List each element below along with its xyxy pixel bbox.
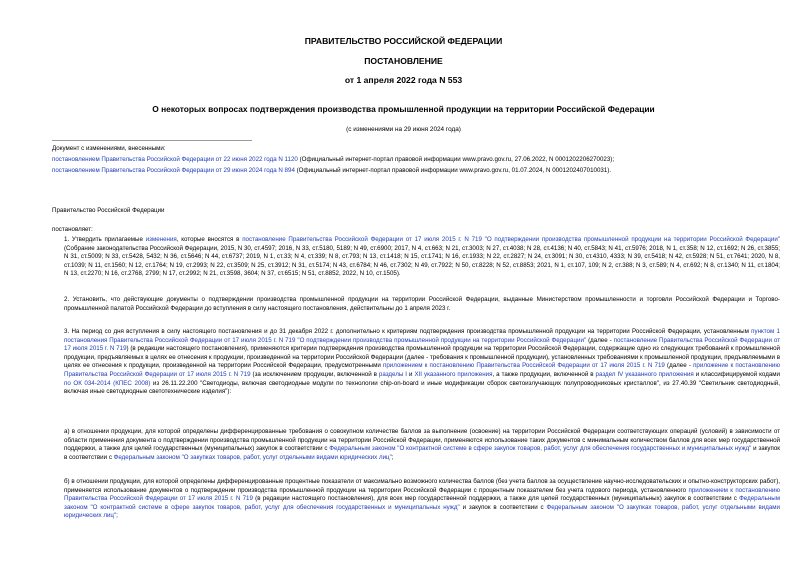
contract-system-law-link[interactable]: Федеральным законом "О контрактной системе в сфере закупок товаров, работ, услуг для обеспечения государственных и муниципальных нужд" [329, 445, 752, 453]
revision-note: (с изменениями на 29 июня 2024 года) [346, 126, 461, 133]
decree-719-annex-link[interactable]: приложение к постановлению Правительства Российской Федерации от 17 июля 2015 г. N 719 [64, 362, 781, 378]
subclause-b: б) в отношении продукции, для которой определены дифференцированные процентные показатели от максимально возможного количества баллов (без учета баллов за осуществление научно-исследовательских и опытно-конструкторских работ), применяется использование документов о подтверждении производства промышленной продукции на территории Российской Федерации с процентным показателем без учета годового периода, установленного приложением к постановлению Правительства Российской Федерации от 17 июля 2015 г. N 719 (в редакции настоящего постановления), для всех мер государственной поддержки, а также для целей государственных (муниципальных) закупок в соответствии с Федеральным законом "О контрактной системе в сфере закупок товаров, работ, услуг для обеспечения государственных и муниципальных нужд" и закупок в соответствии с Федеральным законом "О закупках товаров, работ, услуг отдельными видами юридических лиц"; [64, 478, 780, 520]
document-type: ПОСТАНОВЛЕНИЕ [364, 56, 443, 66]
changes-link[interactable]: изменения [145, 236, 177, 243]
amendments-label: Документ с изменениями, внесенными: [52, 145, 166, 152]
decree-719-link[interactable]: постановление Правительства Российской Федерации от 17 июля 2015 г. N 719 "О подтверждении производства промышленной продукции на территории Российской Федерации" [242, 236, 780, 243]
divider [52, 140, 252, 141]
decree-719-link[interactable]: постановление Правительства Российской Федерации от 17 июля 2015 г. N 719 [64, 336, 780, 353]
clause-3: 3. На период со дня вступления в силу настоящего постановления и до 31 декабря 2022 г. дополнительно к критериям подтверждения производства промышленной продукции на территории Российской Федерации, установленным пунктом 1 постановления Правительства Российской Федерации от 17 июля 2015 г. N 719 "О подтверждении производства промышленной продукции на территории Российской Федерации" (далее - постановление Правительства Российской Федерации от 17 июля 2015 г. N 719) (в редакции настоящего постановления), применяются критерии подтверждения производства промышленной продукции на территории Российской Федерации, содержащие одно из следующих требований к промышленной продукции, предъявляемых в целях ее отнесения к продукции, произведенной на территории Российской Федерации (далее - требования к промышленной продукции), установленных требованиями к промышленной продукции, предъявляемыми в целях ее отнесения к продукции, произведенной на территории Российской Федерации, предусмотренными приложением к постановлению Правительства Российской Федерации от 17 июля 2015 г. N 719 (далее - приложение к постановлению Правительства Российской Федерации от 17 июля 2015 г. N 719 (за исключением продукции, включенной в разделы I и XII указанного приложения, а также продукции, включенной в раздел IV указанного приложения и классифицируемой кодами по ОК 034-2014 (КПЕС 2008) из 26.11.22.200 "Светодиоды, включая светодиодные модули по технологии chip-on-board и иные модификации сборок светоизлучающих полупроводниковых кристаллов", из 27.40.39 "Светильник светодиодный, включая иные светодиодные светотехнические изделия"): [64, 328, 781, 396]
amendment-source: (Официальный интернет-портал правовой информации www.pravo.gov.ru, 01.07.2024, N 0001202407010031). [294, 167, 612, 174]
okpd-classifier-link[interactable]: по ОК 034-2014 (КПЕС 2008) [64, 379, 151, 387]
document-title: О некоторых вопросах подтверждения производства промышленной продукции на территории Российской Федерации [152, 104, 655, 114]
amendment-link[interactable]: постановлением Правительства Российской Федерации от 22 июня 2022 года N 1120 [52, 156, 298, 163]
decree-719-item1-link[interactable]: пунктом 1 постановления Правительства Российской Федерации от 17 июля 2015 г. N 719 "О подтверждении производства промышленной продукции на территории Российской Федерации" [64, 328, 780, 344]
amendment-link[interactable]: постановлением Правительства Российской Федерации от 29 июня 2024 года N 894 [52, 167, 295, 174]
subclause-a: а) в отношении продукции, для которой определены дифференцированные требования о совокупном количестве баллов за выполнение (освоение) на территории Российской Федерации соответствующих операций (условий) в зависимости от области применения документа о подтверждении производства промышленной продукции на территории Российской Федерации, применяются использование таких документов с минимальным количеством баллов для всех мер государственной поддержки, а также для целей государственных (муниципальных) закупок в соответствии с Федеральным законом "О контрактной системе в сфере закупок товаров, работ, услуг для обеспечения государственных и муниципальных нужд" и закупок в соответствии с Федеральным законом "О закупках товаров, работ, услуг отдельными видами юридических лиц"; [64, 428, 780, 461]
procurement-law-link[interactable]: Федеральным законом "О закупках товаров, работ, услуг отдельными видами юридических лиц" [113, 453, 392, 461]
section-xii-link[interactable]: XII указанного приложения [414, 370, 493, 378]
decree-719-annex-link[interactable]: приложением к постановлению Правительства Российской Федерации от 17 июля 2015 г. N 719 [64, 486, 780, 503]
government-line: Правительство Российской Федерации [52, 207, 165, 214]
section-iv-link[interactable]: раздел IV указанного приложения [595, 370, 694, 378]
government-heading: ПРАВИТЕЛЬСТВО РОССИЙСКОЙ ФЕДЕРАЦИИ [304, 36, 503, 46]
document-date-number: от 1 апреля 2022 года N 553 [344, 75, 463, 85]
decrees-line: постановляет: [52, 226, 93, 233]
section-i-link[interactable]: разделы I [378, 370, 408, 378]
clause-1: 1. Утвердить прилагаемые изменения, которые вносятся в постановление Правительства Российской Федерации от 17 июля 2015 г. N 719 "О подтверждении производства промышленной продукции на территории Российской Федерации" (Собрание законодательства Российской Федерации, 2015, N 30, ст.4597; 2016, N 33, ст.5180, 5189; N 49, ст.6900; 2017, N 4, ст.663; N 21, ст.3003; N 27, ст.4038; N 28, ст.4136; N 40, ст.5843; N 41, ст.5976; 2018, N 1, ст.358; N 12, ст.1692; N 26, ст.3855; N 31, ст.5009; N 33, ст.5428, 5432; N 36, ст.5646; N 44, ст.6737; 2019, N 1, ст.33; N 4, ст.339; N 8, ст.793; N 13, ст.1418; N 15, ст.1741; N 16, ст.1933; N 22, ст.2827; N 24, ст.3091; N 30, ст.4310, 4333; N 39, ст.5418; N 42, ст.5928; N 51, ст.7641; 2020, N 8, ст.1039; N 11, ст.1560; N 12, ст.1764; N 19, ст.2993; N 22, ст.3509; N 25, ст.3912; N 31, ст.5174; N 43, ст.6784; N 46, ст.7302; N 49, ст.7922; N 50, ст.8228; N 52, ст.8853; 2021, N 1, ст.107, 109; N 2, ст.388; N 3, ст.589; N 4, ст.692; N 8, ст.1340; N 11, ст.1804; N 13, ст.2270; N 16, ст.2768, 2799; N 17, ст.2992; N 21, ст.3598, 3604; N 37, ст.6515; N 51, ст.8852, 2022, N 10, ст.1505). [64, 236, 780, 278]
procurement-law-link[interactable]: Федеральным законом "О закупках товаров, работ, услуг отдельными видами юридических лиц" [64, 503, 780, 520]
clause-2: 2. Установить, что действующие документы о подтверждении производства промышленной продукции на территории Российской Федерации, выданные Министерством промышленности и торговли Российской Федерации и Торгово-промышленной палатой Российской Федерации до вступления в силу настоящего постановления, действительны до 1 апреля 2023 г. [64, 296, 780, 312]
decree-719-annex-link[interactable]: приложением к постановлению Правительства Российской Федерации от 17 июля 2015 г. N 719 [383, 362, 665, 370]
amendment-source: (Официальный интернет-портал правовой информации www.pravo.gov.ru, 27.06.2022, N 0001202206270023); [297, 156, 615, 163]
amendment-item [52, 167, 611, 175]
amendment-item [52, 156, 614, 164]
contract-system-law-link[interactable]: Федеральным законом "О контрактной системе в сфере закупок товаров, работ, услуг для обеспечения государственных и муниципальных нужд" [64, 495, 780, 511]
